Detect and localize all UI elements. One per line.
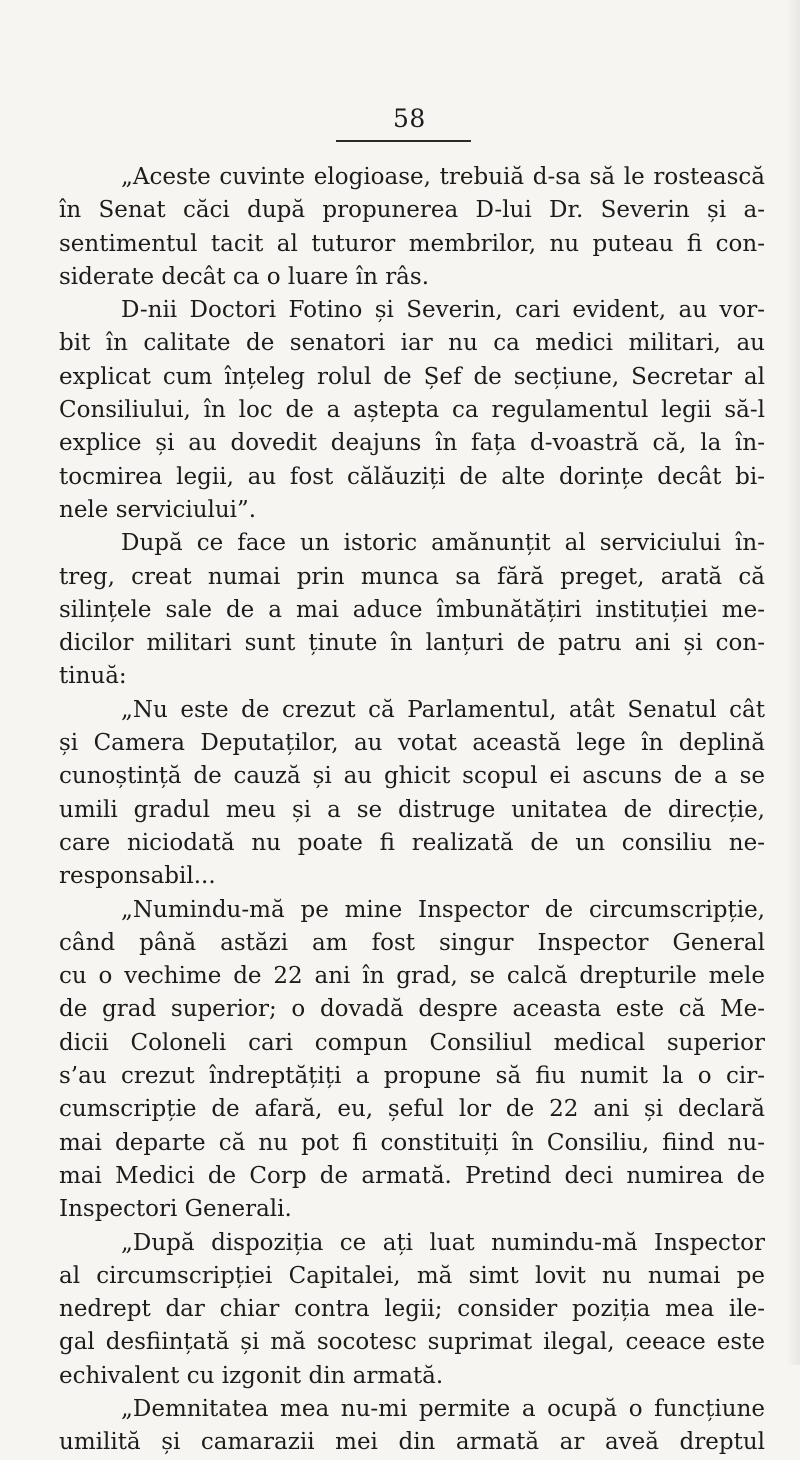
text-line: umili gradul meu și a se distruge unitatea de direcție, — [59, 796, 765, 823]
text-line: de grad superior; o dovadă despre aceasta este că Me- — [59, 996, 765, 1023]
text-line: dicilor militari sunt ținute în lanțuri de patru ani și con- — [59, 630, 765, 657]
text-line: După ce face un istoric amănunțit al serviciului în- — [121, 530, 765, 557]
text-line: cumscripție de afară, eu, șeful lor de 22 ani și declară — [59, 1096, 765, 1123]
text-line: în Senat căci după propunerea D-lui Dr. Severin și a- — [59, 197, 765, 224]
text-line: umilită și camarazii mei din armată ar aveă dreptul — [59, 1429, 765, 1456]
text-line: tocmirea legii, au fost călăuziți de alte dorințe decât bi- — [59, 463, 765, 490]
text-line: sentimentul tacit al tuturor membrilor, nu puteau fi con- — [59, 230, 765, 257]
text-line: „Numindu-mă pe mine Inspector de circumscripție, — [121, 896, 765, 923]
text-line: „Aceste cuvinte elogioase, trebuiă d-sa să le rostească — [121, 164, 765, 190]
text-line: tinuă: — [59, 663, 127, 690]
text-line: nele serviciului”. — [59, 496, 257, 523]
text-line: cunoștință de cauză și au ghicit scopul ei ascuns de a se — [59, 763, 765, 790]
text-line: explicat cum înțeleg rolul de Șef de secțiune, Secretar al — [59, 363, 765, 390]
page-number-rule — [336, 140, 471, 142]
text-line: care niciodată nu poate fi realizată de un consiliu ne- — [59, 829, 765, 856]
text-line: „Nu este de crezut că Parlamentul, atât Senatul cât — [121, 696, 765, 723]
text-line: „După dispoziția ce ați luat numindu-mă Inspector — [121, 1229, 765, 1256]
text-line: silințele sale de a mai aduce îmbunătățiri instituției me- — [59, 596, 765, 623]
text-line: echivalent cu izgonit din armată. — [59, 1362, 444, 1389]
text-line: când până astăzi am fost singur Inspector General — [59, 929, 765, 956]
text-line: D-nii Doctori Fotino și Severin, cari evident, au vor- — [121, 297, 765, 324]
text-line: treg, creat numai prin munca sa fără preget, arată că — [59, 563, 765, 590]
text-line: explice și au dovedit deajuns în fața d-voastră că, la în- — [59, 430, 765, 457]
text-line: gal desființată și mă socotesc suprimat ilegal, ceeace este — [59, 1329, 765, 1356]
text-line: și Camera Deputaților, au votat această lege în deplină — [59, 730, 765, 757]
body-text — [59, 161, 765, 1460]
text-line: mai Medici de Corp de armată. Pretind deci numirea de — [59, 1162, 765, 1189]
text-line: Inspectori Generali. — [59, 1196, 292, 1223]
text-line: siderate decât ca o luare în râs. — [59, 263, 430, 290]
text-line: mai departe că nu pot fi constituiți în Consiliu, fiind nu- — [59, 1129, 765, 1156]
text-line: dicii Coloneli cari compun Consiliul medical superior — [59, 1029, 765, 1056]
text-line: Consiliului, în loc de a aștepta ca regulamentul legii să-l — [59, 397, 765, 424]
text-line: al circumscripției Capitalei, mă simt lovit nu numai pe — [59, 1262, 765, 1289]
text-line: nedrept dar chiar contra legii; consider poziția mea ile- — [59, 1296, 765, 1323]
page-edge-shadow — [786, 0, 800, 1365]
text-line: „Demnitatea mea nu-mi permite a ocupă o funcțiune — [121, 1395, 765, 1422]
text-line: s’au crezut îndreptățiți a propune să fiu numit la o cir- — [59, 1063, 765, 1090]
text-line: cu o vechime de 22 ani în grad, se calcă drepturile mele — [59, 963, 765, 990]
page-number: 58 — [393, 104, 426, 133]
text-line: bit în calitate de senatori iar nu ca medici militari, au — [59, 330, 765, 357]
text-line: responsabil... — [59, 863, 216, 890]
